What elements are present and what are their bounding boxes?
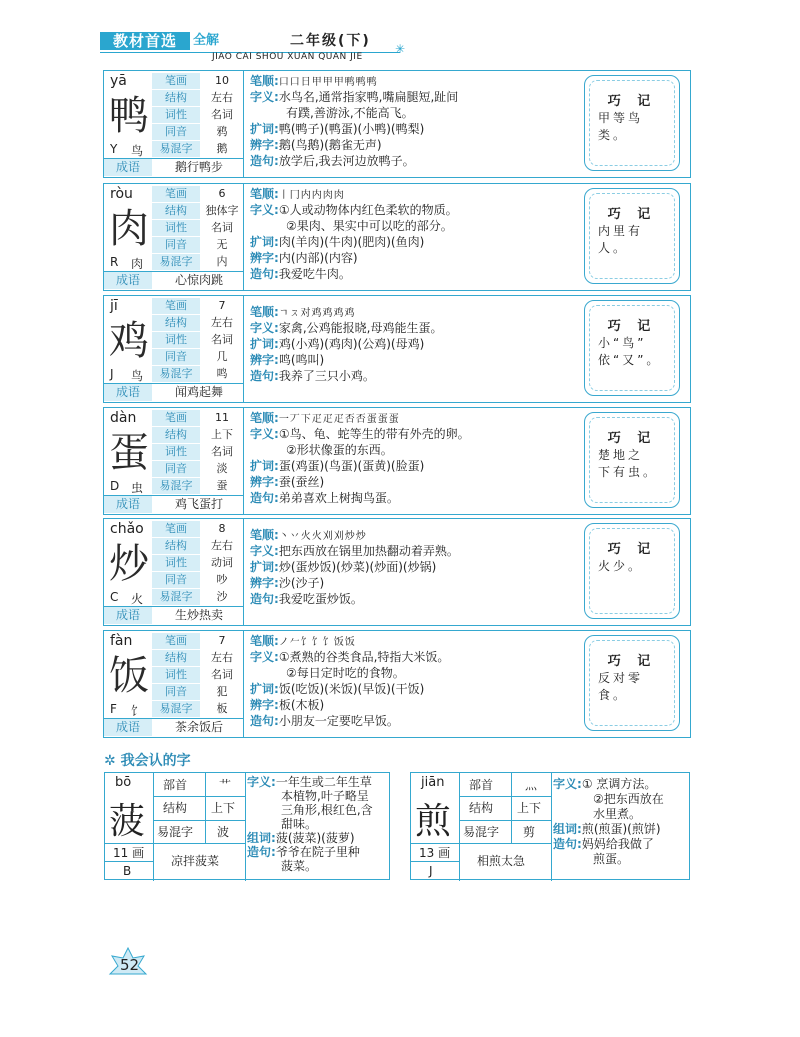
strokes-value: 8 [218, 522, 226, 535]
confuse-row [152, 141, 244, 157]
radical-label: 部首 [163, 778, 188, 792]
order-label: 笔顺: [250, 528, 279, 542]
strokes-row [152, 410, 244, 426]
idiom-value: 闻鸡起舞 [174, 385, 223, 399]
strokes-value: 6 [218, 187, 226, 200]
page-header [100, 32, 400, 52]
stroke-count: 11 画 [113, 846, 145, 860]
pos-value: 名词 [211, 445, 233, 458]
strokes-label: 笔画 [152, 521, 200, 537]
memo-line: 食。 [598, 688, 629, 702]
confuse-label: 易混字 [152, 254, 200, 270]
memo-box [584, 188, 680, 284]
idiom-row [104, 718, 244, 735]
strokes-row [152, 521, 244, 537]
meaning-line: ①人或动物体内红色柔软的物质。 [278, 203, 458, 217]
stroke-order: 丨冂内内肉肉 [278, 190, 345, 201]
pinyin-capital: B [123, 864, 132, 878]
pinyin-capital: J [110, 367, 114, 381]
structure-label: 结构 [152, 315, 200, 331]
distinguish-label: 辨字: [250, 138, 279, 152]
character-info-panel [104, 631, 244, 737]
memo-line: 下有虫。 [598, 465, 659, 479]
idiom-value: 心惊肉跳 [174, 273, 223, 287]
sentence: 弟弟喜欢上树掏鸟蛋。 [278, 491, 399, 505]
memo-inner [589, 80, 675, 166]
section-title: ✲ 我会认的字 [104, 753, 191, 769]
homophone-row [152, 684, 244, 700]
sentence-label: 造句: [553, 837, 582, 851]
sentence-line: 菠菜。 [281, 859, 318, 873]
pinyin: dàn [110, 410, 137, 426]
confuse-label: 易混字 [152, 589, 200, 605]
expand-words: 肉(羊肉)(牛肉)(肥肉)(鱼肉) [278, 235, 425, 249]
big-character: 炒 [109, 541, 149, 587]
sentence: 小朋友一定要吃早饭。 [278, 714, 399, 728]
big-character: 饭 [109, 653, 149, 699]
stroke-order: ㄱㄡ对鸡鸡鸡鸡 [278, 308, 356, 319]
idiom-row [104, 383, 244, 400]
meaning-label: 字义: [250, 203, 279, 217]
order-label: 笔顺: [250, 634, 279, 648]
pos-label: 词性 [152, 444, 200, 460]
sentence-label: 造句: [250, 714, 279, 728]
meaning-line: ①鸟、龟、蛇等生的带有外壳的卵。 [278, 427, 470, 441]
pinyin: chǎo [110, 521, 144, 537]
pinyin-capital: J [429, 864, 433, 878]
memo-inner [589, 305, 675, 391]
recognize-card [410, 772, 690, 880]
meaning-label: 字义: [250, 321, 279, 335]
header-subtitle: JIAO CAI SHOU XUAN QUAN JIE [212, 52, 363, 62]
character-info-panel [104, 71, 244, 177]
memo-title: 巧 记 [607, 319, 657, 334]
character-card [103, 70, 691, 178]
distinguish-label: 辨字: [250, 475, 279, 489]
homophone-label: 同音 [152, 349, 200, 365]
pos-value: 名词 [211, 221, 233, 234]
order-label: 笔顺: [250, 411, 279, 425]
memo-inner [589, 193, 675, 279]
homophone-value: 淡 [216, 462, 228, 475]
phrase: 相煎太急 [477, 854, 526, 868]
pos-row [152, 107, 244, 123]
meaning-line: ②把东西放在 [593, 792, 664, 806]
character-details [250, 410, 580, 506]
homophone-row [152, 461, 244, 477]
memo-title: 巧 记 [607, 94, 657, 109]
meaning-line: ①煮熟的谷类食品,特指大米饭。 [278, 650, 450, 664]
pinyin: bō [115, 775, 132, 790]
order-label: 笔顺: [250, 74, 279, 88]
sentence-label: 造句: [250, 154, 279, 168]
character-info-panel [104, 184, 244, 290]
meaning-label: 字义: [553, 777, 582, 791]
words: 煎(煎蛋)(煎饼) [581, 822, 661, 836]
character-info-panel [104, 519, 244, 625]
memo-box [584, 523, 680, 619]
expand-label: 扩词: [250, 560, 279, 574]
confuse-row [152, 701, 244, 717]
sentence-label: 造句: [250, 369, 279, 383]
character-details [250, 527, 580, 607]
radical: 饣 [131, 704, 144, 718]
memo-line: 内里有 [598, 224, 644, 238]
meaning-label: 字义: [250, 90, 279, 104]
meaning-line: ②形状像蛋的东西。 [286, 443, 393, 457]
confuse-row [152, 366, 244, 382]
idiom-row [104, 158, 244, 175]
meaning-line: ②果肉、果实中可以吃的部分。 [286, 219, 453, 233]
memo-box [584, 300, 680, 396]
structure-row [152, 650, 244, 666]
homophone-label: 同音 [152, 684, 200, 700]
sentence: 我养了三只小鸡。 [278, 369, 375, 383]
meaning-label: 字义: [250, 427, 279, 441]
strokes-row [152, 186, 244, 202]
strokes-label: 笔画 [152, 186, 200, 202]
pos-value: 名词 [211, 668, 233, 681]
homophone-value: 吵 [216, 573, 228, 586]
memo-line: 小“鸟” [598, 336, 647, 350]
homophone-label: 同音 [152, 572, 200, 588]
idiom-label: 成语 [104, 496, 152, 513]
structure-label: 结构 [152, 650, 200, 666]
big-character: 鸡 [109, 318, 149, 364]
memo-box [584, 635, 680, 731]
meaning-label: 字义: [250, 544, 279, 558]
idiom-value: 茶余饭后 [174, 720, 223, 734]
radical: 肉 [131, 257, 144, 271]
pos-label: 词性 [152, 555, 200, 571]
sentence: 我爱吃牛肉。 [278, 267, 351, 281]
expand-label: 扩词: [250, 235, 279, 249]
big-character: 菠 [109, 801, 146, 842]
memo-title: 巧 记 [607, 542, 657, 557]
pinyin-capital: Y [110, 142, 118, 156]
big-character: 蛋 [109, 430, 149, 476]
phrase: 凉拌菠菜 [171, 854, 220, 868]
memo-inner [589, 528, 675, 614]
character-details [250, 186, 580, 282]
stroke-order: 丶丷火火刈刈炒炒 [278, 531, 367, 542]
recognize-card [104, 772, 390, 880]
stroke-order: ノ𠂉饣饣饣饭饭 [278, 637, 356, 648]
meaning-line: 水里煮。 [593, 807, 642, 821]
memo-title: 巧 记 [607, 207, 657, 222]
character-details [250, 73, 580, 169]
confuse-value: 内 [216, 255, 228, 268]
memo-line: 甲等鸟 [598, 111, 644, 125]
strokes-label: 笔画 [152, 298, 200, 314]
strokes-label: 笔画 [152, 633, 200, 649]
structure-value: 左右 [211, 91, 233, 104]
stroke-count: 13 画 [419, 846, 451, 860]
structure-value: 独体字 [205, 204, 239, 217]
pos-label: 词性 [152, 332, 200, 348]
character-card [103, 183, 691, 291]
character-info-panel [104, 408, 244, 514]
confuse-value: 沙 [216, 590, 228, 603]
stroke-order: 一丆下疋疋疋否否蛋蛋蛋 [278, 414, 400, 425]
pos-value: 动词 [211, 556, 233, 569]
distinguish-label: 辨字: [250, 576, 279, 590]
meaning-line: 家禽,公鸡能报晓,母鸡能生蛋。 [278, 321, 443, 335]
structure-label: 结构 [152, 538, 200, 554]
meaning-line: 把东西放在锅里加热翻动着弄熟。 [278, 544, 459, 558]
memo-line: 火少。 [598, 559, 644, 573]
homophone-row [152, 237, 244, 253]
meaning-label: 字义: [247, 775, 276, 789]
confuse-value: 鸣 [216, 367, 228, 380]
big-character: 鸭 [109, 93, 149, 139]
structure-label: 结构 [163, 801, 188, 815]
pos-row [152, 220, 244, 236]
strokes-row [152, 633, 244, 649]
book-logo: 全解 [193, 33, 220, 48]
confuse-label: 易混字 [463, 825, 500, 839]
homophone-row [152, 124, 244, 140]
distinguish-label: 辨字: [250, 251, 279, 265]
pos-value: 名词 [211, 333, 233, 346]
pinyin-capital: F [110, 702, 117, 716]
words: 菠(菠菜)(菠萝) [275, 831, 355, 845]
structure-label: 结构 [152, 90, 200, 106]
character-card [103, 295, 691, 403]
confuse-value: 蚕 [216, 479, 228, 492]
star-icon: ✳ [395, 42, 406, 56]
book-series-title: 教材首选 [100, 32, 190, 50]
distinguish-words: 内(内部)(内容) [278, 251, 358, 265]
confuse-value: 波 [217, 825, 230, 839]
character-details [250, 304, 580, 384]
words-label: 组词: [247, 831, 276, 845]
memo-line: 反对零 [598, 671, 644, 685]
expand-words: 炒(蛋炒饭)(炒菜)(炒面)(炒锅) [278, 560, 437, 574]
meaning-line: 甜味。 [281, 817, 318, 831]
expand-label: 扩词: [250, 682, 279, 696]
expand-words: 鸭(鸭子)(鸭蛋)(小鸭)(鸭梨) [278, 122, 425, 136]
idiom-label: 成语 [104, 159, 152, 176]
idiom-label: 成语 [104, 272, 152, 289]
memo-title: 巧 记 [607, 431, 657, 446]
homophone-label: 同音 [152, 124, 200, 140]
memo-inner [589, 417, 675, 503]
order-label: 笔顺: [250, 305, 279, 319]
homophone-value: 无 [216, 238, 228, 251]
structure-label: 结构 [152, 427, 200, 443]
section-title-text: 我会认的字 [120, 753, 191, 769]
idiom-row [104, 606, 244, 623]
sentence: 我爱吃蛋炒饭。 [278, 592, 363, 606]
sentence-line: 煎蛋。 [593, 852, 630, 866]
pinyin: jī [110, 298, 118, 314]
structure-label: 结构 [152, 203, 200, 219]
strokes-row [152, 73, 244, 89]
confuse-label: 易混字 [152, 366, 200, 382]
sentence-line: 妈妈给我做了 [581, 837, 654, 851]
idiom-row [104, 495, 244, 512]
homophone-label: 同音 [152, 461, 200, 477]
distinguish-words: 蚕(蚕丝) [278, 475, 325, 489]
meaning-line: 水鸟名,通常指家鸭,嘴扁腿短,趾间 [278, 90, 459, 104]
confuse-label: 易混字 [152, 141, 200, 157]
strokes-value: 7 [218, 299, 226, 312]
pinyin: yā [110, 73, 127, 89]
pos-row [152, 667, 244, 683]
structure-row [152, 538, 244, 554]
structure-value: 上下 [517, 801, 542, 815]
page-number: 52 [120, 956, 140, 974]
meaning-line: 本植物,叶子略呈 [281, 789, 369, 803]
confuse-label: 易混字 [152, 701, 200, 717]
idiom-label: 成语 [104, 384, 152, 401]
radical: 鸟 [131, 369, 144, 383]
pinyin-capital: D [110, 479, 120, 493]
big-character: 肉 [109, 206, 149, 252]
confuse-row [152, 478, 244, 494]
homophone-value: 几 [216, 350, 228, 363]
expand-words: 鸡(小鸡)(鸡肉)(公鸡)(母鸡) [278, 337, 425, 351]
expand-label: 扩词: [250, 122, 279, 136]
big-character: 煎 [415, 801, 452, 842]
meaning-line: ②每日定时吃的食物。 [286, 666, 405, 680]
sentence-line: 爷爷在院子里种 [275, 845, 360, 859]
memo-line: 楚地之 [598, 448, 644, 462]
distinguish-words: 鸣(鸣叫) [278, 353, 325, 367]
memo-box [584, 75, 680, 171]
pinyin: fàn [110, 633, 133, 649]
structure-row [152, 315, 244, 331]
confuse-value: 鹅 [216, 142, 228, 155]
homophone-value: 鸦 [216, 125, 228, 138]
structure-label: 结构 [469, 801, 494, 815]
sentence-label: 造句: [250, 491, 279, 505]
memo-line: 类。 [598, 128, 629, 142]
stroke-order: 口口日甲甲甲鸭鸭鸭 [278, 77, 378, 88]
confuse-label: 易混字 [152, 478, 200, 494]
words-label: 组词: [553, 822, 582, 836]
distinguish-words: 沙(沙子) [278, 576, 325, 590]
pos-row [152, 332, 244, 348]
pos-value: 名词 [211, 108, 233, 121]
pinyin: ròu [110, 186, 133, 202]
sentence-label: 造句: [250, 592, 279, 606]
structure-row [152, 90, 244, 106]
idiom-value: 鹅行鸭步 [174, 160, 223, 174]
pos-row [152, 444, 244, 460]
sentence-label: 造句: [250, 267, 279, 281]
radical: 火 [131, 592, 144, 606]
meaning-line: 一年生或二年生草 [275, 775, 372, 789]
structure-row [152, 203, 244, 219]
structure-value: 上下 [211, 428, 233, 441]
idiom-value: 生炒热卖 [174, 608, 223, 622]
meaning-line: ① 烹调方法。 [581, 777, 657, 791]
meaning-label: 字义: [250, 650, 279, 664]
idiom-value: 鸡飞蛋打 [174, 497, 223, 511]
memo-box [584, 412, 680, 508]
strokes-value: 7 [218, 634, 226, 647]
memo-line: 人。 [598, 241, 629, 255]
memo-title: 巧 记 [607, 654, 657, 669]
distinguish-label: 辨字: [250, 698, 279, 712]
radical-value: 艹 [219, 778, 232, 792]
confuse-value: 板 [216, 702, 228, 715]
memo-line: 依“又”。 [598, 353, 662, 367]
pos-label: 词性 [152, 107, 200, 123]
radical: 鸟 [131, 144, 144, 158]
character-card [103, 630, 691, 738]
order-label: 笔顺: [250, 187, 279, 201]
radical-value: 灬 [525, 778, 538, 792]
meaning-line: 三角形,根红色,含 [281, 803, 373, 817]
character-info-panel [104, 296, 244, 402]
confuse-row [152, 254, 244, 270]
homophone-row [152, 572, 244, 588]
pinyin-capital: R [110, 255, 119, 269]
strokes-value: 10 [215, 74, 229, 87]
expand-words: 蛋(鸡蛋)(鸟蛋)(蛋黄)(脸蛋) [278, 459, 425, 473]
homophone-row [152, 349, 244, 365]
grade-title: 二年级(下) [290, 33, 371, 49]
confuse-value: 剪 [523, 825, 536, 839]
radical-label: 部首 [469, 778, 494, 792]
homophone-label: 同音 [152, 237, 200, 253]
pinyin-capital: C [110, 590, 119, 604]
homophone-value: 犯 [216, 685, 228, 698]
expand-label: 扩词: [250, 459, 279, 473]
strokes-value: 11 [215, 411, 229, 424]
radical: 虫 [131, 481, 144, 495]
confuse-row [152, 589, 244, 605]
idiom-label: 成语 [104, 607, 152, 624]
confuse-label: 易混字 [157, 825, 194, 839]
pos-label: 词性 [152, 667, 200, 683]
structure-value: 左右 [211, 539, 233, 552]
expand-words: 饭(吃饭)(米饭)(早饭)(干饭) [278, 682, 425, 696]
sentence: 放学后,我去河边放鸭子。 [278, 154, 415, 168]
page-number-badge [108, 946, 148, 980]
structure-row [152, 427, 244, 443]
idiom-label: 成语 [104, 719, 152, 736]
strokes-row [152, 298, 244, 314]
pos-row [152, 555, 244, 571]
meaning-line: 有蹼,善游泳,不能高飞。 [286, 106, 414, 120]
sentence-label: 造句: [247, 845, 276, 859]
pinyin: jiān [421, 775, 445, 790]
character-details [250, 633, 580, 729]
structure-value: 左右 [211, 316, 233, 329]
pos-label: 词性 [152, 220, 200, 236]
structure-value: 左右 [211, 651, 233, 664]
strokes-label: 笔画 [152, 73, 200, 89]
structure-value: 上下 [211, 801, 236, 815]
character-card [103, 407, 691, 515]
distinguish-label: 辨字: [250, 353, 279, 367]
idiom-row [104, 271, 244, 288]
distinguish-words: 板(木板) [278, 698, 325, 712]
memo-inner [589, 640, 675, 726]
strokes-label: 笔画 [152, 410, 200, 426]
expand-label: 扩词: [250, 337, 279, 351]
distinguish-words: 鹅(鸟鹅)(鹅雀无声) [278, 138, 382, 152]
character-card [103, 518, 691, 626]
